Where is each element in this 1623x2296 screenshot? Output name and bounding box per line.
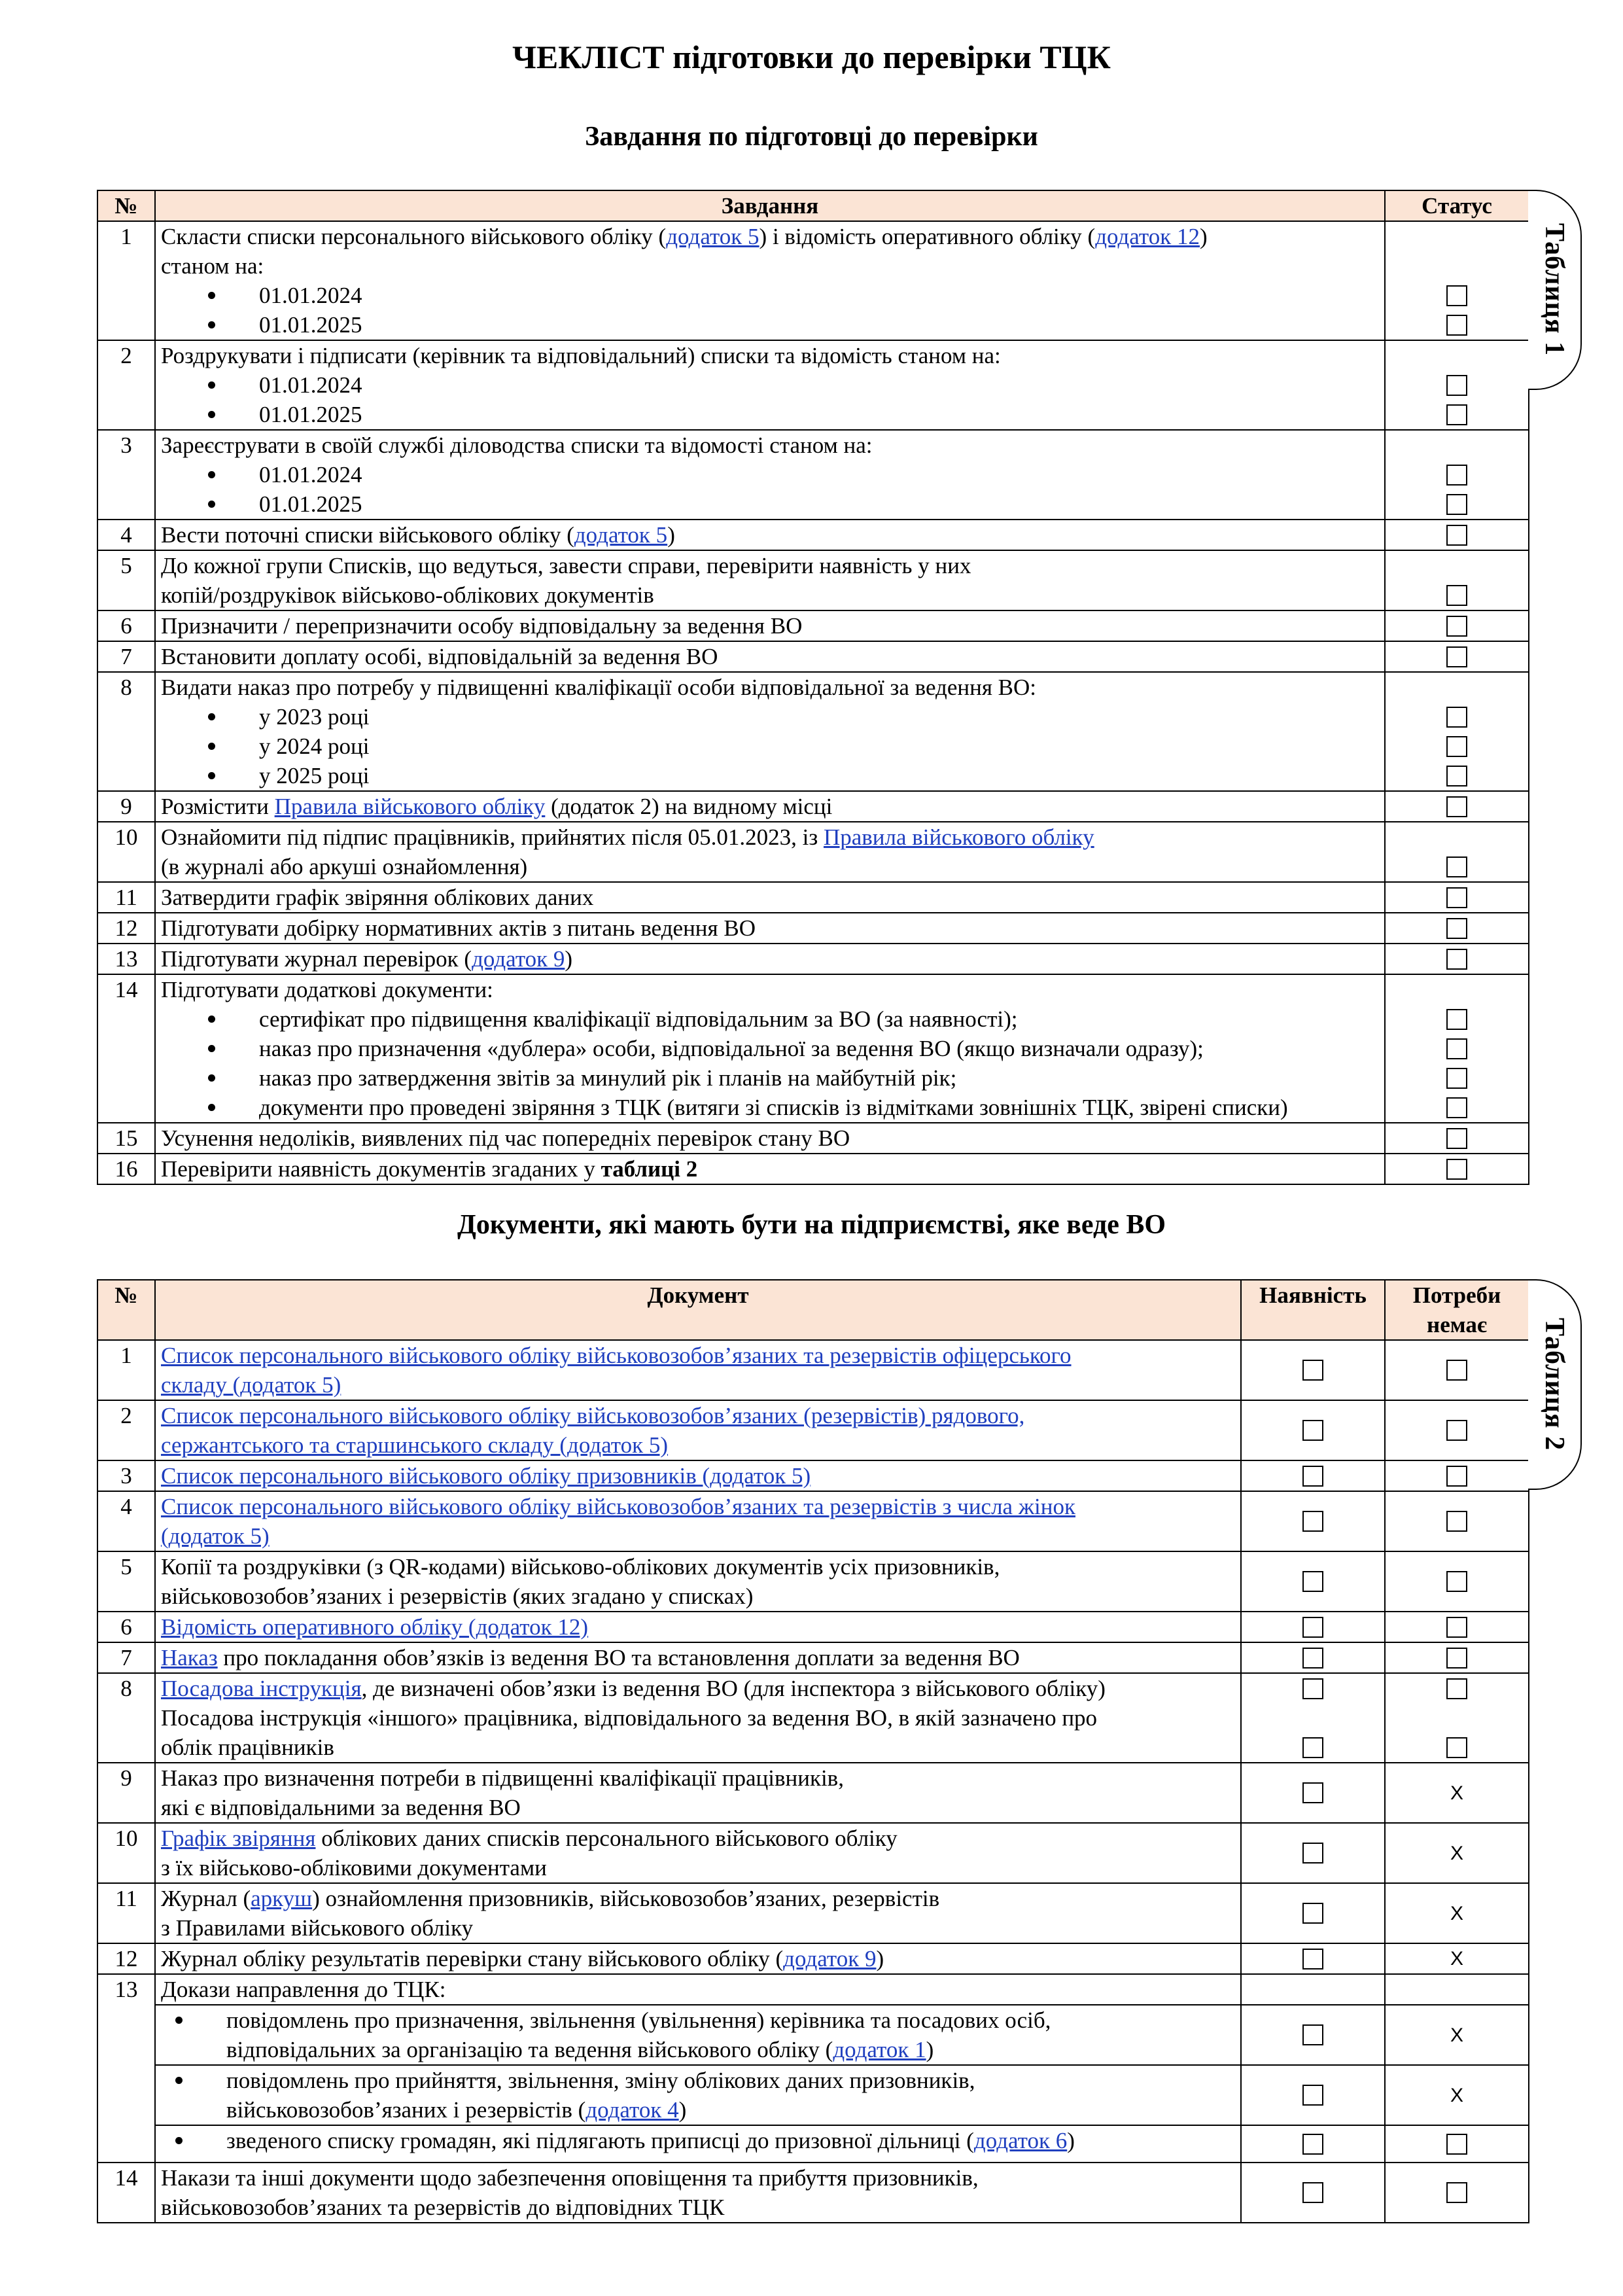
status-checkbox[interactable]: [1446, 918, 1467, 939]
not-applicable-mark: Х: [1450, 1948, 1463, 1969]
status-checkbox[interactable]: [1446, 465, 1467, 486]
table-row: 15 Усунення недоліків, виявлених під час попередніх перевірок стану ВО: [97, 1123, 1529, 1154]
link-order[interactable]: Наказ: [161, 1645, 218, 1670]
link-appendix-9[interactable]: додаток 9: [472, 946, 565, 972]
table2-heading: Документи, які мають бути на підприємстві, яке веде ВО: [457, 1210, 1166, 1240]
table-row: 10 Ознайомити під підпис працівників, прийнятих після 05.01.2023, із Правила військового обліку (в журналі або аркуші ознайомлення): [97, 822, 1529, 882]
link-job-instruction[interactable]: Посадова інструкція: [161, 1676, 362, 1701]
status-checkbox[interactable]: [1446, 525, 1467, 546]
table-subrow: зведеного списку громадян, які підлягають приписці до призовної дільниці (додаток 6): [97, 2125, 1529, 2163]
table-row: 13 Докази направлення до ТЦК:: [97, 1974, 1529, 2005]
availability-checkbox[interactable]: [1302, 2182, 1323, 2203]
no-need-checkbox[interactable]: [1446, 1617, 1467, 1638]
table-row: 9 Наказ про визначення потреби в підвищенні кваліфікації працівників, які є відповідальними за ведення ВО Х: [97, 1763, 1529, 1823]
no-need-checkbox[interactable]: [1446, 1420, 1467, 1441]
table-row: 2 Роздрукувати і підписати (керівник та відповідальний) списки та відомість станом на: 01.01.2024 01.01.2025: [97, 340, 1529, 430]
link-appendix-9[interactable]: додаток 9: [783, 1946, 877, 1971]
table-row: 7 Наказ про покладання обов’язків із ведення ВО та встановлення доплати за ведення ВО: [97, 1642, 1529, 1673]
link-list-officers[interactable]: Список персонального військового обліку військовозобов’язаних та резервістів офіцерського складу (додаток 5): [161, 1343, 1072, 1398]
table-row: 5 До кожної групи Списків, що ведуться, завести справи, перевірити наявність у них копій/роздруківок військово-облікових документів: [97, 550, 1529, 610]
status-checkbox[interactable]: [1446, 1097, 1467, 1118]
no-need-checkbox[interactable]: [1446, 1678, 1467, 1699]
status-checkbox[interactable]: [1446, 285, 1467, 306]
status-checkbox[interactable]: [1446, 1009, 1467, 1030]
link-appendix-1[interactable]: додаток 1: [833, 2037, 926, 2062]
status-checkbox[interactable]: [1446, 736, 1467, 757]
table-row: 11 Затвердити графік звіряння облікових даних: [97, 882, 1529, 913]
no-need-checkbox[interactable]: [1446, 1360, 1467, 1381]
table2-tab-label: Таблиця 2: [1528, 1279, 1582, 1490]
table-row: 7 Встановити доплату особі, відповідальній за ведення ВО: [97, 641, 1529, 672]
table-row: 16 Перевірити наявність документів згаданих у таблиці 2: [97, 1154, 1529, 1184]
table-subrow: повідомлень про призначення, звільнення (увільнення) керівника та посадових осіб, відповідальних за організацію та ведення військового обліку (додаток 1) Х: [97, 2005, 1529, 2065]
not-applicable-mark: Х: [1450, 1902, 1463, 1924]
no-need-checkbox[interactable]: [1446, 1511, 1467, 1532]
table-subrow: повідомлень про прийняття, звільнення, зміну облікових даних призовників, військовозобов’язаних і резервістів (додаток 4) Х: [97, 2065, 1529, 2125]
table-row: 9 Розмістити Правила військового обліку (додаток 2) на видному місці: [97, 791, 1529, 822]
status-checkbox[interactable]: [1446, 1038, 1467, 1059]
table-row: 6 Відомість оперативного обліку (додаток 12): [97, 1612, 1529, 1642]
availability-checkbox[interactable]: [1302, 1617, 1323, 1638]
status-checkbox[interactable]: [1446, 494, 1467, 515]
availability-checkbox[interactable]: [1302, 1648, 1323, 1669]
status-checkbox[interactable]: [1446, 857, 1467, 877]
availability-checkbox[interactable]: [1302, 1511, 1323, 1532]
page-title: ЧЕКЛІСТ підготовки до перевірки ТЦК: [512, 39, 1111, 75]
table-row: 3 Список персонального військового обліку призовників (додаток 5): [97, 1460, 1529, 1491]
status-checkbox[interactable]: [1446, 766, 1467, 786]
table-row: 10 Графік звіряння облікових даних списків персонального військового обліку з їх військово-обліковими документами Х: [97, 1823, 1529, 1883]
status-checkbox[interactable]: [1446, 585, 1467, 606]
status-checkbox[interactable]: [1446, 646, 1467, 667]
availability-checkbox[interactable]: [1302, 1571, 1323, 1592]
table-row: 5 Копії та роздруківки (з QR-кодами) військово-облікових документів усіх призовників, військовозобов’язаних і резервістів (яких згадано у списках): [97, 1551, 1529, 1612]
table-row: 14 Накази та інші документи щодо забезпечення оповіщення та прибуття призовників, військовозобов’язаних та резервістів до відповідних ТЦК: [97, 2163, 1529, 2223]
status-checkbox[interactable]: [1446, 616, 1467, 637]
availability-checkbox[interactable]: [1302, 1360, 1323, 1381]
table1-heading: Завдання по підготовці до перевірки: [585, 122, 1038, 152]
no-need-checkbox[interactable]: [1446, 1648, 1467, 1669]
table-row: 11 Журнал (аркуш) ознайомлення призовників, військовозобов’язаних, резервістів з Правилами військового обліку Х: [97, 1883, 1529, 1943]
table-row: 8 Видати наказ про потребу у підвищенні кваліфікації особи відповідальної за ведення ВО: у 2023 році у 2024 році у 2025 році: [97, 672, 1529, 791]
status-checkbox[interactable]: [1446, 707, 1467, 728]
availability-checkbox[interactable]: [1302, 2024, 1323, 2045]
status-checkbox[interactable]: [1446, 375, 1467, 396]
documents-table: [97, 1279, 1529, 2223]
col-task: Завдання: [155, 190, 1385, 221]
link-appendix-5[interactable]: додаток 5: [666, 224, 759, 249]
status-checkbox[interactable]: [1446, 1159, 1467, 1180]
link-sheet[interactable]: аркуш: [251, 1886, 313, 1911]
table-row: 14 Підготувати додаткові документи: сертифікат про підвищення кваліфікації відповідальним за ВО (за наявності); наказ про призначення «дублера» особи, відповідальної за ведення ВО (якщо визначали одразу); наказ про затвердження звітів за минулий рік і планів на майбутній рік; документи про проведені звіряння з ТЦК (витяги зі списків із відмітками зовнішніх ТЦК, звірені списки): [97, 974, 1529, 1123]
table-row: 1 Список персонального військового обліку військовозобов’язаних та резервістів офіцерського складу (додаток 5): [97, 1340, 1529, 1400]
no-need-checkbox[interactable]: [1446, 2182, 1467, 2203]
col-no-need: Потреби немає: [1385, 1280, 1529, 1340]
availability-checkbox[interactable]: [1302, 1843, 1323, 1863]
link-list-sergeants[interactable]: Список персонального військового обліку військовозобов’язаних (резервістів) рядового, сержантського та старшинського складу (додаток 5): [161, 1403, 1025, 1458]
table-row: 8 Посадова інструкція, де визначені обов’язки із ведення ВО (для інспектора з військового обліку) Посадова інструкція «іншого» працівника, відповідального за ведення ВО, в якій зазначено про облік працівників: [97, 1673, 1529, 1763]
col-document: Документ: [155, 1280, 1241, 1340]
link-rules[interactable]: Правила військового обліку: [274, 794, 546, 819]
link-list-conscripts[interactable]: Список персонального військового обліку призовників (додаток 5): [161, 1463, 811, 1489]
table-row: 4 Вести поточні списки військового обліку (додаток 5): [97, 520, 1529, 550]
table-row: 3 Зареєструвати в своїй службі діловодства списки та відомості станом на: 01.01.2024 01.01.2025: [97, 430, 1529, 520]
table-row: 2 Список персонального військового обліку військовозобов’язаних (резервістів) рядового, сержантського та старшинського складу (додаток 5): [97, 1400, 1529, 1460]
link-rules[interactable]: Правила військового обліку: [823, 824, 1094, 850]
no-need-checkbox[interactable]: [1446, 1466, 1467, 1487]
availability-checkbox[interactable]: [1302, 1678, 1323, 1699]
not-applicable-mark: Х: [1450, 1842, 1463, 1864]
col-status: Статус: [1385, 190, 1529, 221]
no-need-checkbox[interactable]: [1446, 1737, 1467, 1758]
status-checkbox[interactable]: [1446, 1128, 1467, 1149]
status-checkbox[interactable]: [1446, 887, 1467, 908]
link-reconciliation-schedule[interactable]: Графік звіряння: [161, 1826, 316, 1851]
status-checkbox[interactable]: [1446, 404, 1467, 425]
table-row: 4 Список персонального військового обліку військовозобов’язаних та резервістів з числа жінок (додаток 5): [97, 1491, 1529, 1551]
availability-checkbox[interactable]: [1302, 1949, 1323, 1969]
link-appendix-6[interactable]: додаток 6: [973, 2128, 1068, 2153]
not-applicable-mark: Х: [1450, 1782, 1463, 1804]
status-checkbox[interactable]: [1446, 796, 1467, 817]
availability-checkbox[interactable]: [1302, 1466, 1323, 1487]
availability-checkbox[interactable]: [1302, 1782, 1323, 1803]
status-checkbox[interactable]: [1446, 1068, 1467, 1089]
table-row: 1 Скласти списки персонального військового обліку (додаток 5) і відомість оперативного обліку (додаток 12) станом на: 01.01.2024 01.01.2025: [97, 221, 1529, 340]
not-applicable-mark: Х: [1450, 2024, 1463, 2046]
availability-checkbox[interactable]: [1302, 2085, 1323, 2106]
table-row: 13 Підготувати журнал перевірок (додаток 9): [97, 944, 1529, 974]
availability-checkbox[interactable]: [1302, 1737, 1323, 1758]
table-row: 12 Журнал обліку результатів перевірки стану військового обліку (додаток 9) Х: [97, 1943, 1529, 1974]
col-availability: Наявність: [1241, 1280, 1385, 1340]
availability-checkbox[interactable]: [1302, 1420, 1323, 1441]
link-appendix-5[interactable]: додаток 5: [574, 522, 668, 548]
col-num: №: [97, 190, 155, 221]
link-list-women[interactable]: Список персонального військового обліку військовозобов’язаних та резервістів з числа жінок (додаток 5): [161, 1494, 1075, 1549]
no-need-checkbox[interactable]: [1446, 2134, 1467, 2155]
tasks-table: [97, 190, 1529, 1185]
col-num: №: [97, 1280, 155, 1340]
availability-checkbox[interactable]: [1302, 2134, 1323, 2155]
status-checkbox[interactable]: [1446, 949, 1467, 970]
table-row: 6 Призначити / перепризначити особу відповідальну за ведення ВО: [97, 610, 1529, 641]
link-operational-statement[interactable]: Відомість оперативного обліку (додаток 12): [161, 1614, 589, 1640]
link-appendix-12[interactable]: додаток 12: [1095, 224, 1200, 249]
link-appendix-4[interactable]: додаток 4: [585, 2097, 679, 2123]
table-row: 12 Підготувати добірку нормативних актів з питань ведення ВО: [97, 913, 1529, 944]
availability-checkbox[interactable]: [1302, 1903, 1323, 1924]
no-need-checkbox[interactable]: [1446, 1571, 1467, 1592]
table1-tab-label: Таблиця 1: [1528, 190, 1582, 390]
not-applicable-mark: Х: [1450, 2084, 1463, 2106]
status-checkbox[interactable]: [1446, 315, 1467, 336]
